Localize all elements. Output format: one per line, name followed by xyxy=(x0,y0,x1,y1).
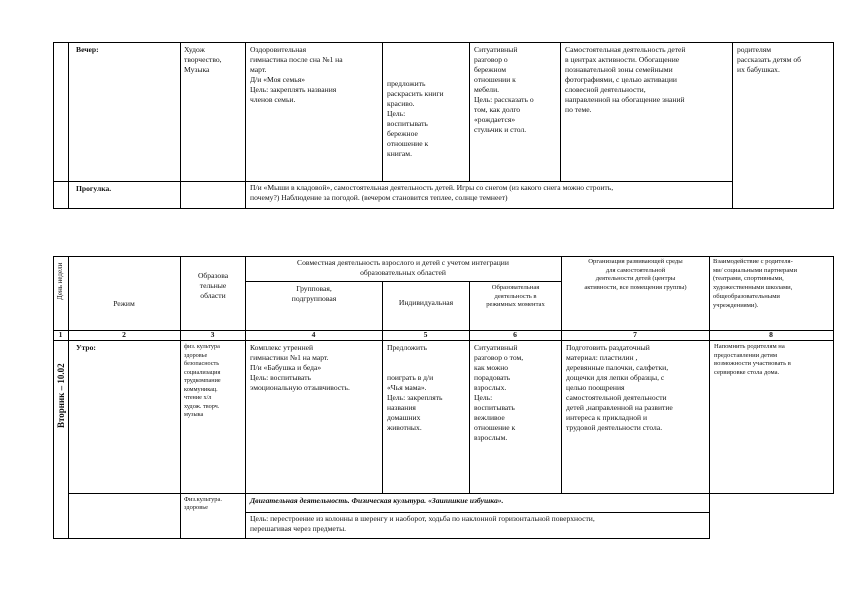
moments-morning: Ситуативный разговор о том, как можно порадовать взрослых. Цель: воспитывать вежливое отношение к взрослым. xyxy=(474,343,524,443)
env-evening: Самостоятельная деятельность детей в центрах активности. Обогащение познавательной зоны семейными фотографиями, с целью активации словесной деятельности, направленной на обогащение знаний по теме. xyxy=(565,45,686,115)
env-morning: Подготовить раздаточный материал: пластилин , деревянные палочки, салфетки, дощечки для лепки образцы, с целью поощрения самостоятельной деятельности детей ,направленной на развитие интереса к прикладной и трудовой деятельности стола. xyxy=(566,343,673,433)
regime-evening: Вечер: xyxy=(76,45,99,54)
col-number: 7 xyxy=(633,330,637,339)
header-moments: Образовательная деятельность в режимных моментах xyxy=(486,284,545,309)
header-regime: Режим xyxy=(113,299,135,308)
col-number: 3 xyxy=(210,330,215,339)
col-number: 5 xyxy=(423,330,428,339)
parents-evening: родителям рассказать детям об их бабушках. xyxy=(737,45,802,75)
col-number: 6 xyxy=(513,330,517,339)
parents-morning: Напомнить родителям на предоставлении детям возможности участвовать в сервировке стола дома. xyxy=(714,343,791,377)
areas-physical: Физ.культура. здоровье xyxy=(184,496,222,512)
day-label: Вторник – 10.02 xyxy=(56,363,66,428)
col-number: 4 xyxy=(311,330,316,339)
header-indiv: Индивидуальная xyxy=(398,298,454,307)
col-number: 1 xyxy=(58,330,63,339)
moments-evening: Ситуативный разговор о бережном отношении к мебели. Цель: рассказать о том, как долго «рождается» стульчик и стол. xyxy=(474,45,534,135)
day-column-header: День недели xyxy=(56,262,64,300)
indiv-evening: предложить раскрасить книги красиво. Цель: воспитывать бережное отношение к книгам. xyxy=(387,79,444,159)
regime-walk: Прогулка. xyxy=(76,184,112,193)
header-group: Групповая, подгрупповая xyxy=(291,284,337,304)
header-env: Организация развивающей среды для самостоятельной деятельности детей (центры активности, все помещения группы) xyxy=(584,258,687,292)
header-parents: Взаимодействие с родителя- ми/ социальными партнерами (театрами, спортивными, художественными школами, общеобразовательными учреждениями). xyxy=(713,258,797,309)
indiv-morning: Предложить поиграть в д/и «Чья мама». Цель: закреплять названия домашних животных. xyxy=(387,343,443,433)
group-morning: Комплекс утренней гимнастики №1 на март. П/и «Бабушка и беда» Цель: воспитывать эмоциональную отзывчивость. xyxy=(250,343,350,393)
regime-morning: Утро: xyxy=(76,343,96,352)
header-areas: Образова тельные области xyxy=(197,271,229,301)
group-evening: Оздоровительная гимнастика после сна №1 на март. Д/и «Моя семья» Цель: закреплять названия членов семьи. xyxy=(250,45,343,105)
activity-title: Двигательная деятельность. Физическая культура. «Зашишкие избушка». xyxy=(250,496,504,505)
col-number: 2 xyxy=(122,330,126,339)
walk-text: П/и «Мыши в кладовой», самостоятельная деятельность детей. Игры со снегом (из какого снега можно строить, почему?) Наблюдение за погодой. (вечером становится теплее, солнце темнеет) xyxy=(250,183,614,203)
header-joint: Совместная деятельность взрослого и детей с учетом интеграции образовательных областей xyxy=(297,258,509,278)
activity-goal: Цель: перестроение из колонны в шеренгу и наоборот, ходьба по наклонной горизонтальной поверхности, перешагивая через предметы. xyxy=(250,514,595,534)
areas-evening: Худож творчество, Музыка xyxy=(184,45,222,75)
col-number: 8 xyxy=(769,330,773,339)
areas-morning: физ. культура здоровье безопасность социализация трудкомпание коммуникац. чтение х/л худож. творч. музыка xyxy=(184,343,221,419)
